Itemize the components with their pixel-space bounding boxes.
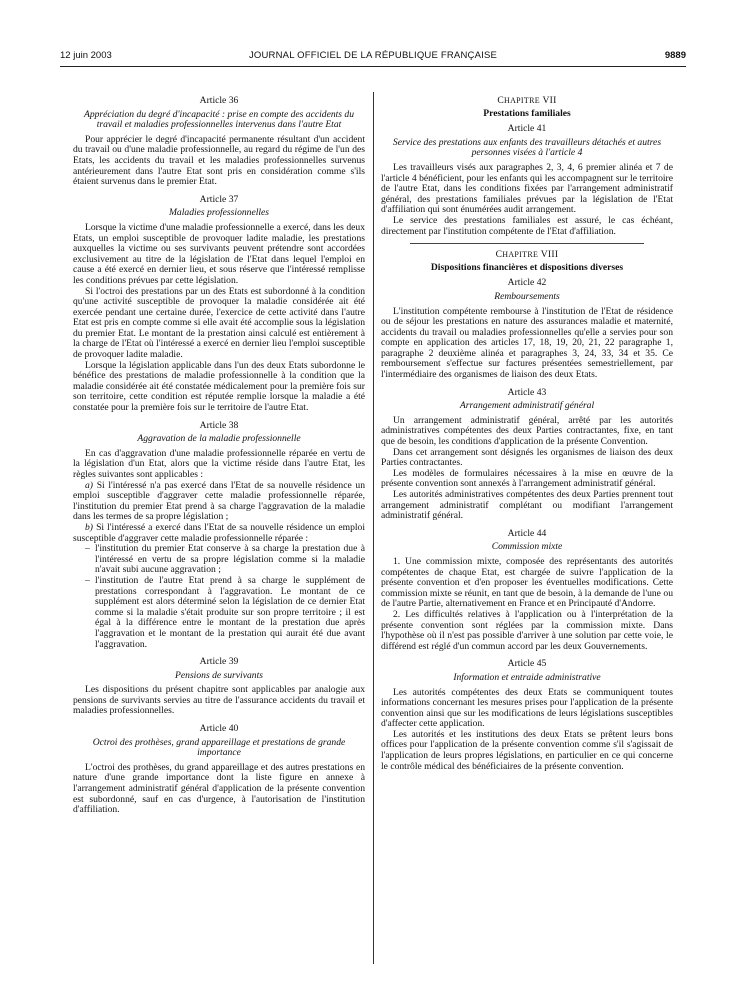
article-41-subtitle: Service des prestations aux enfants des travailleurs détachés et autres personnes visées à l'article 4 [392,136,662,159]
article-45-paragraph-2: Les autorités et les institutions des deux Etats se prêtent leurs bons offices pour l'application de la présente convention comme s'il s'agissait de l'application de leurs propres législations, en particulier en ce qui concerne le contrôle médical des bénéficiaires de la présente convention. [381,728,673,772]
dash-item-2: – l'institution de l'autre Etat prend à sa charge le supplément de prestations correspondant à l'aggravation. Le montant de ce supplément est alors déterminé selon la législation de ce dernier Etat comme si la maladie s'était produite sur son propre territoire ; il est égal à la différence entre le montant de la prestation due après l'aggravation et le montant de la prestation qui aurait été due avant l'aggravation. [73,576,365,650]
article-36-heading: Article 36 [199,95,239,106]
article-38-subtitle: Aggravation de la maladie professionnelle [137,433,301,445]
article-42-subtitle: Remboursements [494,290,560,302]
column-divider [373,92,374,964]
item-a-letter: a) [85,479,93,491]
chapter-7-cap: C [497,95,505,106]
article-38-paragraph-1: En cas d'aggravation d'une maladie professionnelle réparée en vertu de la législation d'un Etat, alors que la victime réside dans l'autre Etat, les règles suivantes sont applicables : [73,447,365,480]
left-column [73,96,365,816]
article-39-paragraph-1: Les dispositions du présent chapitre sont applicables par analogie aux pensions de survivants servies au titre de l'assurance accidents du travail et maladies professionnelles. [73,684,365,717]
chapter-7-title: Prestations familiales [483,107,571,119]
article-37-paragraph-2: Si l'octroi des prestations par un des Etats est subordonné à la condition qu'une activité susceptible de provoquer la maladie considérée ait été exercée pendant une certaine durée, l'exercice de cette activité dans l'autre Etat est pris en compte comme si elle avait été accomplie sous la législation du premier Etat. Le montant de la prestation ainsi calculé est entièrement à la charge de l'Etat où l'intéressé a exercé en dernier lieu l'emploi susceptible de provoquer ladite maladie. [73,285,365,361]
article-45-heading: Article 45 [507,658,547,670]
article-37-paragraph-1: Lorsque la victime d'une maladie professionnelle a exercé, dans les deux Etats, un emploi susceptible de provoquer ladite maladie, les prestations auxquelles la victime ou ses survivants peuvent prétendre sont accordées exclusivement au titre de la législation de l'Etat dans lequel l'emploi en cause a été exercé en dernier lieu, et sous réserve que l'intéressé remplisse les conditions prévues par cette législation. [73,221,365,286]
chapter-8-word: HAPITRE [502,250,539,260]
article-40-paragraph-1: L'octroi des prothèses, du grand appareillage et des autres prestations en nature d'une grande importance dont la liste figure en annexe à l'arrangement administratif général d'application de la présente convention est subordonné, sauf en cas d'urgence, à l'autorisation de l'institution d'affiliation. [73,761,365,816]
article-43-heading: Article 43 [507,386,547,398]
article-37-heading: Article 37 [199,193,239,205]
article-37-paragraph-3: Lorsque la législation applicable dans l'un des deux Etats subordonne le bénéfice des prestations de maladie professionnelle à la condition que la maladie considérée ait été constatée médicalement pour la première fois sur son territoire, cette condition est réputée remplie lorsque la maladie a été constatée pour la première fois sur le territoire de l'autre Etat. [73,359,365,414]
article-39-heading: Article 39 [199,656,239,668]
article-44-heading: Article 44 [507,527,547,539]
item-b-letter: b) [85,521,93,533]
article-43-paragraph-1: Un arrangement administratif général, arrêté par les autorités administratives compétentes des deux Parties contractantes, fixe, en tant que de besoin, les conditions d'application de la présente Convention. [381,414,673,448]
article-45-paragraph-1: Les autorités compétentes des deux Etats se communiquent toutes informations concernant les mesures prises pour l'application de la présente convention ainsi que sur les modifications de leurs législations susceptibles d'affecter cette application. [381,686,673,730]
article-44-paragraph-1: 1. Une commission mixte, composée des représentants des autorités compétentes de chaque Etat, est chargée de suivre l'application de la présente convention et d'en proposer les éventuelles modifications. Cette commission mixte se réunit, en tant que de besoin, à la demande de l'une ou de l'autre Partie, alternativement en France et en Principauté d'Andorre. [381,555,673,610]
article-41-paragraph-1: Les travailleurs visés aux paragraphes 2, 3, 4, 6 premier alinéa et 7 de l'article 4 bénéficient, pour les enfants qui les accompagnent sur le territoire de l'autre Etat, dans les conditions fixées par l'arrangement administratif général, des prestations familiales prévues par la législation de l'Etat d'affiliation qui sont énumérées audit arrangement. [381,161,673,216]
article-38-heading: Article 38 [199,419,239,431]
article-40-heading: Article 40 [199,723,239,735]
article-41-paragraph-2: Le service des prestations familiales est assuré, le cas échéant, directement par l'institution compétente de l'Etat d'affiliation. [381,214,673,237]
journal-title: JOURNAL OFFICIEL DE LA RÉPUBLIQUE FRANÇAISE [248,50,498,61]
article-38-item-b [73,523,365,544]
chapter-7-word: HAPITRE [504,96,540,105]
item-a-text: Si l'intéressé n'a pas exercé dans l'Etat de sa nouvelle résidence un emploi susceptible d'aggraver cette maladie professionnelle réparée, l'institution du premier Etat prend à sa charge l'aggravation de la maladie dans les termes de sa propre législation ; [73,479,366,523]
article-41-heading: Article 41 [507,123,547,135]
article-43-subtitle: Arrangement administratif général [459,400,595,412]
article-43-paragraph-3: Les modèles de formulaires nécessaires à la mise en œuvre de la présente convention sont annexés à l'arrangement administratif général. [381,467,673,490]
article-38-dash-list [73,544,365,650]
chapter-8-number: VIII [540,249,559,261]
article-42-paragraph-1: L'institution compétente rembourse à l'institution de l'Etat de résidence ou de séjour les prestations en nature des assurances maladie et maternité, accidents du travail ou maladies professionnelles qu'elle a servies pour son compte en application des articles 17, 18, 19, 20, 21, 22 paragraphe 1, paragraphe 2 deuxième alinéa et paragraphes 3, 24, 33, 34 et 35. Ce remboursement s'effectue sur factures présentées semestriellement, par l'intermédiaire des organismes de liaison des deux Etats. [381,305,673,381]
issue-date: 12 juin 2003 [60,50,112,61]
article-43-paragraph-4: Les autorités administratives compétentes des deux Parties prennent tout arrangement administratif complétant ou modifiant l'arrangement administratif général. [381,489,673,522]
chapter-7-label [381,96,673,107]
article-39-subtitle: Pensions de survivants [175,669,263,681]
chapter-7-number: VII [542,95,557,106]
article-40-subtitle: Octroi des prothèses, grand appareillage et prestations de grande importance [92,736,346,759]
article-38-item-a [73,481,365,523]
right-column [381,96,673,772]
chapter-8-label [381,250,673,261]
chapter-separator-rule [410,243,644,244]
article-44-paragraph-2: 2. Les difficultés relatives à l'application ou à l'interprétation de la présente convention sont réglées par la commission mixte. Dans l'hypothèse où il n'est pas possible d'arriver à une solution par cette voie, le différend est réglé d'un commun accord par les deux Gouvernements. [381,608,673,652]
chapter-8-title: Dispositions financières et dispositions diverses [430,261,624,273]
chapter-8-cap: C [495,249,503,261]
dash-item-1: – l'institution du premier Etat conserve à sa charge la prestation due à l'intéressé en vertu de sa propre législation comme si la maladie n'avait subi aucune aggravation ; [73,544,365,576]
header-rule [60,66,686,67]
page-header [60,50,686,64]
page-number: 9889 [664,50,686,61]
item-b-text: Si l'intéressé a exercé dans l'Etat de sa nouvelle résidence un emploi susceptible d'aggraver cette maladie professionnelle réparée : [73,521,366,544]
article-44-subtitle: Commission mixte [491,541,563,553]
article-37-subtitle: Maladies professionnelles [168,207,270,219]
article-43-paragraph-2: Dans cet arrangement sont désignés les organismes de liaison des deux Parties contractantes. [381,446,673,469]
article-36-paragraph-1: Pour apprécier le degré d'incapacité permanente résultant d'un accident du travail ou d'une maladie professionnelle, au regard du régime de l'un des Etats, les accidents du travail et les maladies professionnelles survenus antérieurement dans l'autre Etat sont pris en considération comme s'ils étaient survenus dans le premier Etat. [73,133,365,188]
article-36-subtitle: Appréciation du degré d'incapacité : prise en compte des accidents du travail et maladies professionnelles intervenus dans l'autre Etat [83,108,355,131]
article-45-subtitle: Information et entraide administrative [453,671,601,683]
article-42-heading: Article 42 [507,277,547,289]
